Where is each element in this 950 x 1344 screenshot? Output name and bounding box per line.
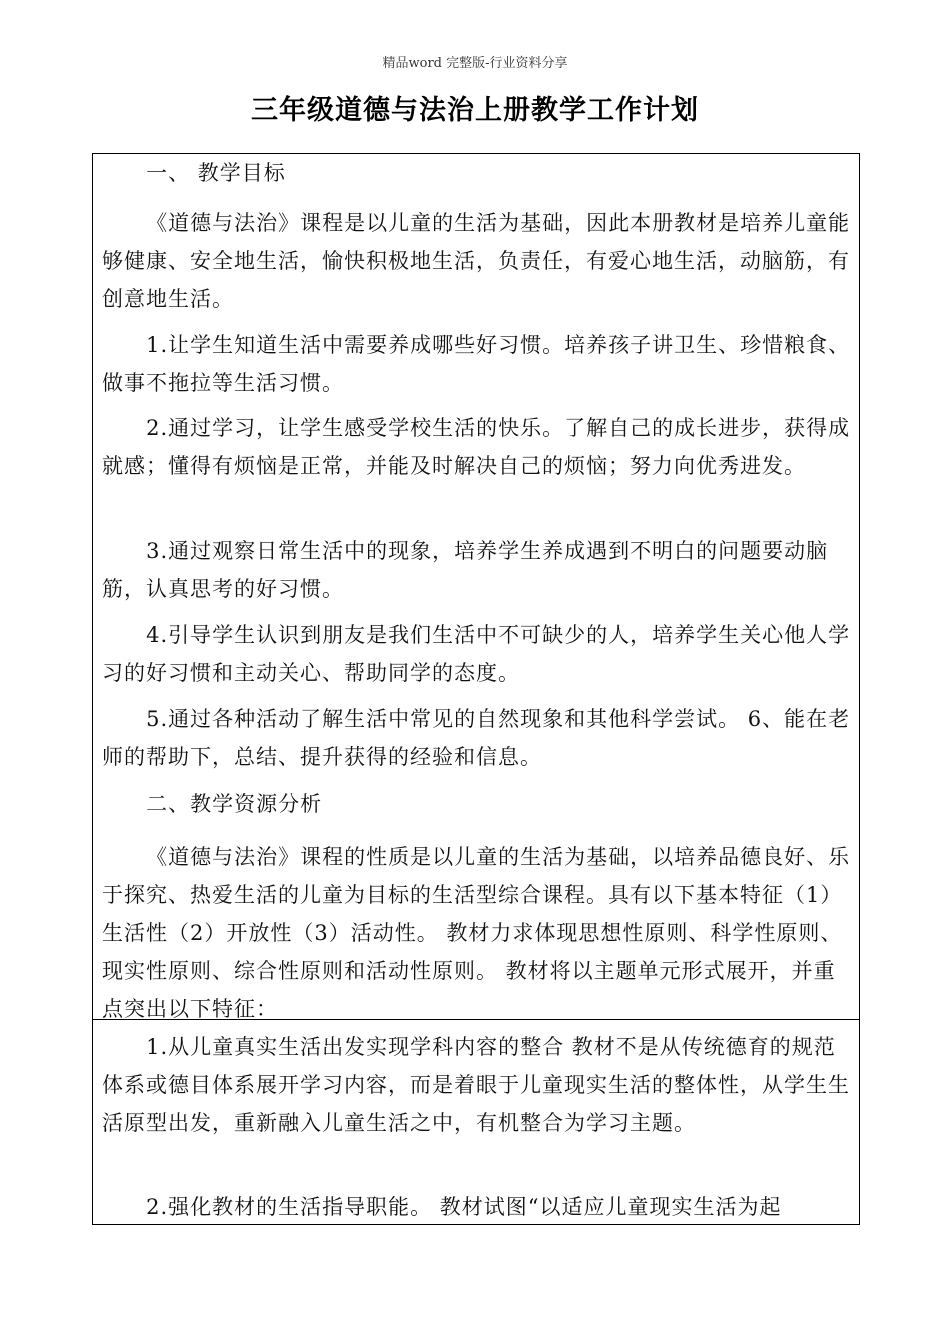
paragraph-feature-1: 1.从儿童真实生活出发实现学科内容的整合 教材不是从传统德育的规范体系或德目体系展开学习内容，而是着眼于儿童现实生活的整体性，从学生生活原型出发，重新融入儿童生活之中，有机整合为学习主题。 — [102, 1035, 850, 1135]
paragraph-objective-2: 2.通过学习，让学生感受学校生活的快乐。了解自己的成长进步，获得成就感；懂得有烦恼是正常，并能及时解决自己的烦恼；努力向优秀进发。 — [102, 416, 851, 478]
document-title: 三年级道德与法治上册教学工作计划 — [251, 95, 699, 126]
section-divider — [93, 1019, 859, 1020]
paragraph-resources: 《道德与法治》课程的性质是以儿童的生活为基础，以培养品德良好、乐于探究、热爱生活的儿童为目标的生活型综合课程。具有以下基本特征（1）生活性（2）开放性（3）活动性。 教材力求体现思想性原则、科学性原则、现实性原则、综合性原则和活动性原则。 教材将以主题单元形式展开，并重点突出以下特征： — [102, 845, 851, 1021]
section-heading-objectives: 一、 教学目标 — [146, 161, 286, 185]
section-heading-resources: 二、教学资源分析 — [146, 792, 323, 816]
paragraph-objective-5: 5.通过各种活动了解生活中常见的自然现象和其他科学尝试。 6、能在老师的帮助下，总结、提升获得的经验和信息。 — [102, 707, 851, 769]
paragraph-feature-2: 2.强化教材的生活指导职能。 教材试图“以适应儿童现实生活为起 — [146, 1195, 782, 1219]
paragraph-intro: 《道德与法治》课程是以儿童的生活为基础，因此本册教材是培养儿童能够健康、安全地生活，愉快积极地生活，负责任，有爱心地生活，动脑筋，有创意地生活。 — [102, 211, 851, 311]
paragraph-objective-3: 3.通过观察日常生活中的现象，培养学生养成遇到不明白的问题要动脑筋，认真思考的好习惯。 — [102, 539, 829, 601]
paragraph-objective-4: 4.引导学生认识到朋友是我们生活中不可缺少的人，培养学生关心他人学习的好习惯和主动关心、帮助同学的态度。 — [102, 623, 851, 685]
header-note: 精品word 完整版-行业资料分享 — [382, 56, 568, 71]
content-box — [92, 153, 860, 1225]
paragraph-objective-1: 1.让学生知道生活中需要养成哪些好习惯。培养孩子讲卫生、珍惜粮食、做事不拖拉等生活习惯。 — [102, 333, 851, 395]
